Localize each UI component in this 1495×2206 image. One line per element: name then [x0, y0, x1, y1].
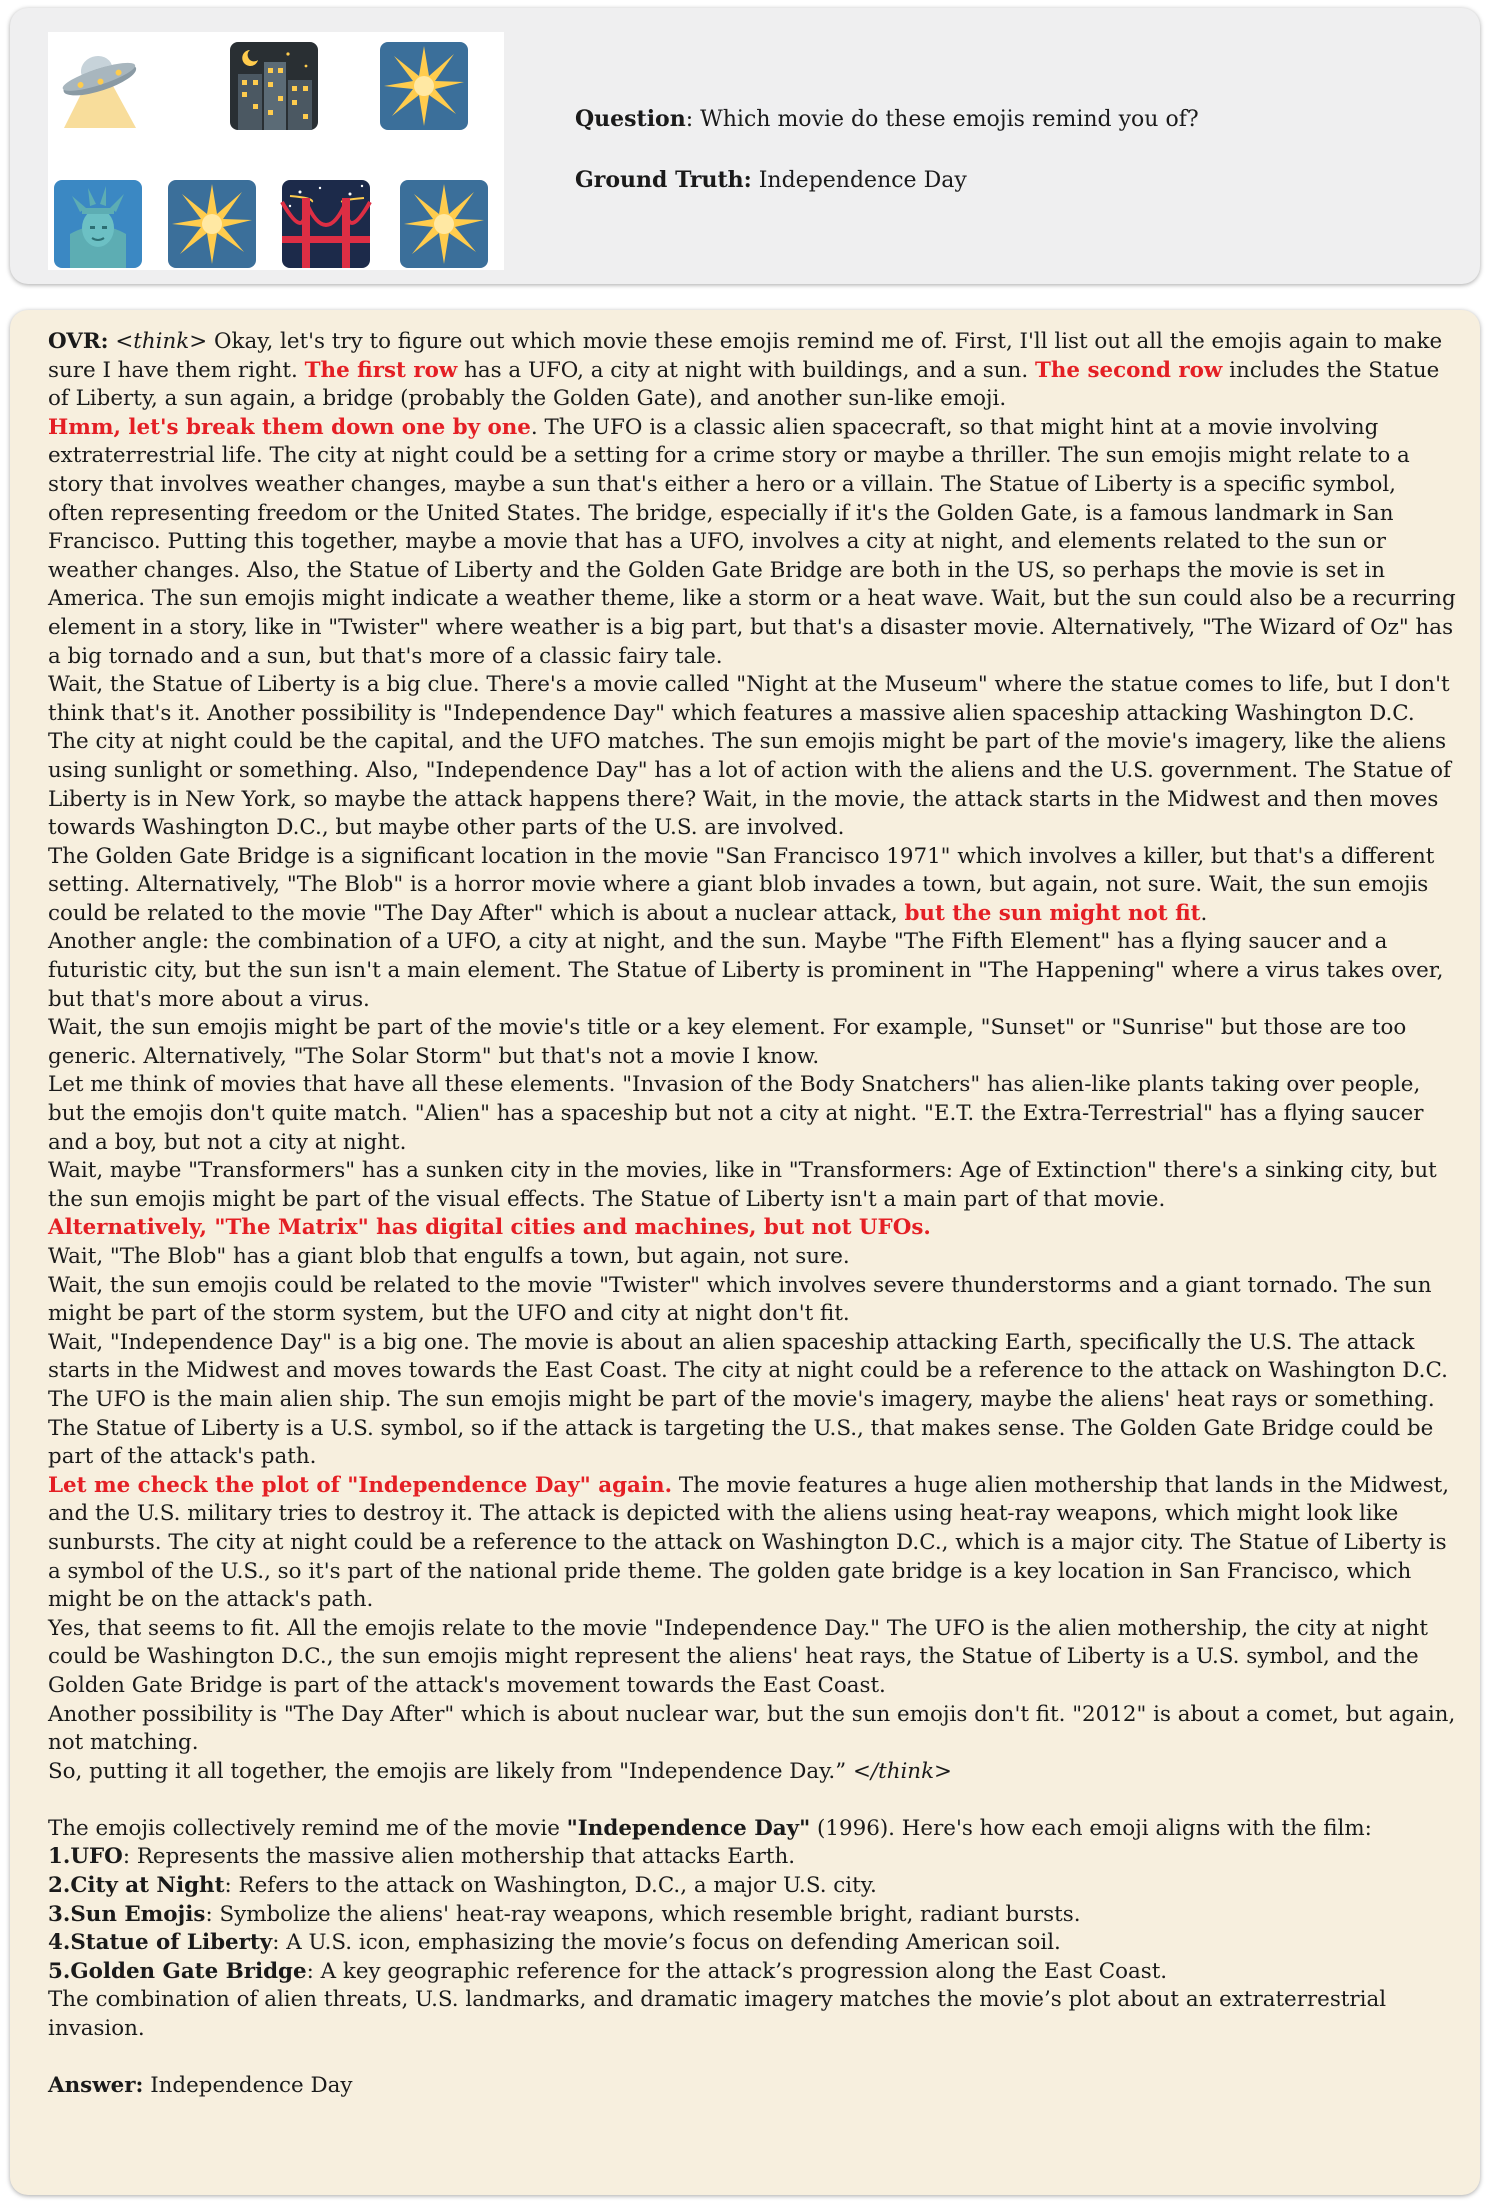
paragraph [48, 1758, 1456, 1787]
paragraph: Another possibility is "The Day After" which is about nuclear war, but the sun emojis don't fit. "2012" is about a comet, but again, not matching. [48, 1701, 1456, 1756]
list-item-label: 2.City at Night [48, 1873, 225, 1899]
golden-gate-bridge-icon [280, 178, 372, 270]
paragraph: Wait, "Independence Day" is a big one. The movie is about an alien spaceship attacking Earth, specifically the U.S. The attack starts in the Midwest and moves towards the East Coast. The city at night could be a reference to the attack on Washington D.C. The UFO is the main alien ship. The sun emojis might be part of the movie's imagery, maybe the aliens' heat rays or something. The Statue of Liberty is a U.S. symbol, so if the attack is targeting the U.S., that makes sense. The Golden Gate Bridge could be part of the attack's path. [48, 1329, 1448, 1470]
highlight: Hmm, let's break them down one by one [48, 414, 531, 440]
paragraph: Wait, the sun emojis could be related to the movie "Twister" which involves severe thunderstorms and a giant tornado. The sun might be part of the storm system, but the UFO and city at night don't fit. [48, 1272, 1432, 1327]
list-item-label: 3.Sun Emojis [48, 1901, 206, 1927]
answer-line [48, 2072, 1456, 2101]
text-span: includes the Statue of Liberty, a sun again, a bridge (probably the Golden Gate), and another sun-like emoji. [48, 357, 1440, 412]
sunburst-icon [166, 178, 258, 270]
response-card [10, 310, 1480, 2195]
summary-intro [48, 1815, 1456, 1844]
list-item [48, 1872, 1456, 1901]
paragraph: Another angle: the combination of a UFO, a city at night, and the sun. Maybe "The Fifth Element" has a flying saucer and a futuristic city, but the sun isn't a main element. The Statue of Liberty is prominent in "The Happening" where a virus takes over, but that's more about a virus. [48, 929, 1444, 1012]
question-line [575, 106, 1199, 140]
sunburst-icon [378, 40, 470, 132]
ufo-icon [52, 38, 144, 130]
list-item-text: : A key geographic reference for the attack’s progression along the East Coast. [306, 1958, 1168, 1984]
list-item-label: 4.Statue of Liberty [48, 1930, 273, 1956]
list-item-text: : A U.S. icon, emphasizing the movie’s focus on defending American soil. [272, 1930, 1061, 1956]
list-item-text: : Symbolize the aliens' heat-ray weapons, which resemble bright, radiant bursts. [205, 1901, 1081, 1927]
answer-label: Answer: [48, 2073, 144, 2099]
movie-title: "Independence Day" [566, 1815, 811, 1841]
ground-truth-label: Ground Truth: [575, 167, 752, 193]
ground-truth-text: Independence Day [751, 168, 967, 193]
highlight: The second row [1034, 357, 1223, 383]
highlight: The first row [304, 357, 458, 383]
paragraph: Wait, the Statue of Liberty is a big clue. There's a movie called "Night at the Museum" where the statue comes to life, but I don't think that's it. Another possibility is "Independence Day" which features a massive alien spaceship attacking Washington D.C. The city at night could be the capital, and the UFO matches. The sun emojis might be part of the movie's imagery, like the aliens using sunlight or something. Also, "Independence Day" has a lot of action with the aliens and the U.S. government. The Statue of Liberty is in New York, so maybe the attack happens there? Wait, in the movie, the attack starts in the Midwest and then moves towards Washington D.C., but maybe other parts of the U.S. are involved. [48, 672, 1451, 841]
text-span: . The UFO is a classic alien spacecraft, so that might hint at a movie involving extraterrestrial life. The city at night could be a setting for a crime story or maybe a thriller. The sun emojis might relate to a story that involves weather changes, maybe a sun that's either a hero or a villain. The Statue of Liberty is a specific symbol, often representing freedom or the United States. The bridge, especially if it's the Golden Gate, is a famous landmark in San Francisco. Putting this together, maybe a movie that has a UFO, involves a city at night, and elements related to the sun or weather changes. Also, the Statue of Liberty and the Golden Gate Bridge are both in the US, so perhaps the movie is set in America. The sun emojis might indicate a weather theme, like a storm or a heat wave. Wait, but the sun could also be a recurring element in a story, like in "Twister" where weather is a big part, but that's a disaster movie. Alternatively, "The Wizard of Oz" has a big tornado and a sun, but that's more of a classic fairy tale. [48, 414, 1456, 669]
question-text: : Which movie do these emojis remind you of? [685, 107, 1199, 132]
paragraph [48, 843, 1456, 929]
text-span: Okay, let's try to figure out which movie these emojis remind me of. First, I'll list out all the emojis again to make sure I have them right. [48, 329, 1443, 383]
text-span: has a UFO, a city at night with buildings, and a sun. [457, 357, 1035, 383]
list-item [48, 1929, 1456, 1958]
list-item [48, 1958, 1456, 1987]
list-item [48, 1843, 1456, 1872]
question-label: Question [575, 106, 686, 132]
highlight: Let me check the plot of "Independence Day" again. [48, 1472, 673, 1498]
paragraph [48, 414, 1456, 671]
list-item-text: : Represents the massive alien mothership that attacks Earth. [122, 1844, 796, 1870]
sunburst-icon [398, 178, 490, 270]
response-text [48, 328, 1456, 2101]
paragraph: Let me think of movies that have all these elements. "Invasion of the Body Snatchers" has alien-like plants taking over people, but the emojis don't quite match. "Alien" has a spaceship but not a city at night. "E.T. the Extra-Terrestrial" has a flying saucer and a boy, but not a city at night. [48, 1072, 1424, 1155]
highlight: but the sun might not fit [904, 900, 1201, 926]
think-close-tag: </think> [852, 1758, 952, 1784]
spacer [48, 1786, 1456, 1815]
conclusion: The combination of alien threats, U.S. landmarks, and dramatic imagery matches the movie’s plot about an extraterrestrial invasion. [48, 1987, 1387, 2042]
paragraph: Wait, maybe "Transformers" has a sunken city in the movies, like in "Transformers: Age of Extinction" there's a sinking city, but the sun emojis might be part of the visual effects. The Statue of Liberty isn't a main part of that movie. [48, 1158, 1437, 1212]
question-block [575, 106, 1199, 228]
paragraph [48, 1472, 1456, 1615]
night-city-icon [228, 40, 320, 132]
think-open-tag: <think> [115, 329, 208, 354]
highlight-paragraph: Alternatively, "The Matrix" has digital cities and machines, but not UFOs. [48, 1215, 931, 1241]
statue-of-liberty-icon [52, 178, 144, 270]
list-item [48, 1901, 1456, 1930]
paragraph: Wait, "The Blob" has a giant blob that engulfs a town, but again, not sure. [48, 1244, 850, 1269]
spacer [48, 2044, 1456, 2073]
text-span: The Golden Gate Bridge is a significant location in the movie "San Francisco 1971" which involves a killer, but that's a different setting. Alternatively, "The Blob" is a horror movie where a giant blob invades a town, but again, not sure. Wait, the sun emojis could be related to the movie "The Day After" which is about a nuclear attack, [48, 843, 1435, 926]
paragraph [48, 328, 1456, 414]
text-span: The emojis collectively remind me of the movie [48, 1815, 567, 1841]
emoji-panel [48, 32, 504, 270]
list-item-label: 5.Golden Gate Bridge [48, 1958, 307, 1984]
text-span: So, putting it all together, the emojis are likely from "Independence Day.” [48, 1758, 853, 1784]
paragraph: Wait, the sun emojis might be part of the movie's title or a key element. For example, "Sunset" or "Sunrise" but those are too generic. Alternatively, "The Solar Storm" but that's not a movie I know. [48, 1015, 1407, 1069]
model-label: OVR: [48, 329, 109, 354]
list-item-label: 1.UFO [48, 1844, 123, 1870]
answer-text: Independence Day [143, 2073, 353, 2099]
text-span: The movie features a huge alien mothership that lands in the Midwest, and the U.S. military tries to destroy it. The attack is depicted with the aliens using heat-ray weapons, which might look like sunbursts. The city at night could be a reference to the attack on Washington D.C., which is a major city. The Statue of Liberty is a symbol of the U.S., so it's part of the national pride theme. The golden gate bridge is a key location in San Francisco, which might be on the attack's path. [48, 1472, 1450, 1613]
text-span: . [1200, 900, 1208, 926]
list-item-text: : Refers to the attack on Washington, D.C., a major U.S. city. [224, 1873, 877, 1899]
text-span: (1996). Here's how each emoji aligns with the film: [810, 1815, 1372, 1841]
question-card [10, 8, 1480, 284]
paragraph: Yes, that seems to fit. All the emojis relate to the movie "Independence Day." The UFO is the alien mothership, the city at night could be Washington D.C., the sun emojis might represent the aliens' heat rays, the Statue of Liberty is a U.S. symbol, and the Golden Gate Bridge is part of the attack's movement towards the East Coast. [48, 1615, 1428, 1698]
ground-truth-line [575, 167, 1199, 201]
